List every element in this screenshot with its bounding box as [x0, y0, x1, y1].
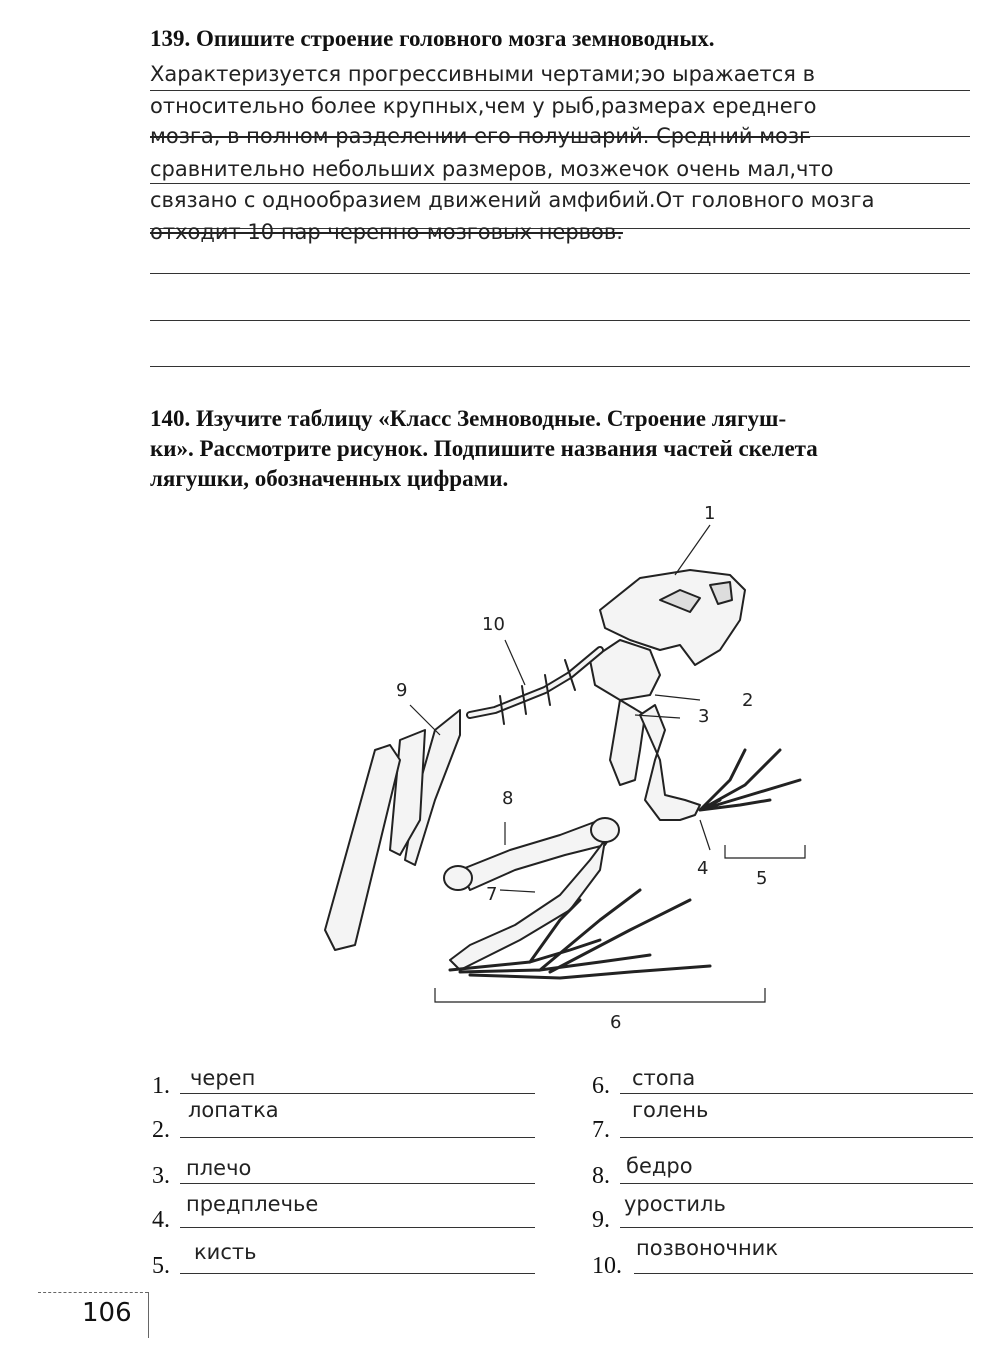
- ruled-line: [150, 273, 970, 274]
- answer-line: отходит 10 пар черепно-мозговых нервов.: [150, 220, 623, 244]
- answer-row: [592, 1192, 982, 1232]
- figure-label-8: 8: [502, 788, 514, 809]
- task-140-title-line: 140. Изучите таблицу «Класс Земноводные. Строение лягуш-: [150, 406, 787, 431]
- task-139-title: 139. Опишите строение головного мозга земноводных.: [150, 26, 715, 51]
- answer-number: 5.: [152, 1253, 170, 1279]
- answer-row: [152, 1148, 542, 1188]
- figure-label-9: 9: [396, 680, 408, 701]
- answer-line: Характеризуется прогрессивными чертами;эо ыражается в: [150, 62, 815, 86]
- page-number-divider: [148, 1292, 149, 1338]
- task-140-title-line: ки». Рассмотрите рисунок. Подпишите названия частей скелета: [150, 436, 818, 461]
- answer-row: [592, 1098, 982, 1143]
- answer-row: [152, 1238, 542, 1278]
- answer-number: 2.: [152, 1117, 170, 1143]
- answer-underline: [634, 1273, 973, 1274]
- answer-underline: [620, 1093, 973, 1094]
- answer-underline: [180, 1137, 535, 1138]
- answer-underline: [180, 1093, 535, 1094]
- answer-number: 7.: [592, 1117, 610, 1143]
- ruled-line: [150, 183, 970, 184]
- answer-underline: [620, 1227, 973, 1228]
- answer-text: бедро: [626, 1154, 693, 1178]
- answer-number: 8.: [592, 1163, 610, 1189]
- answer-text: плечо: [186, 1156, 252, 1180]
- answer-text: стопа: [632, 1066, 696, 1090]
- ruled-line: [150, 366, 970, 367]
- figure-label-2: 2: [742, 690, 754, 711]
- answer-line: относительно более крупных,чем у рыб,размерах ереднего: [150, 94, 817, 118]
- answer-text: предплечье: [186, 1192, 319, 1216]
- answer-underline: [180, 1183, 535, 1184]
- answer-text: лопатка: [188, 1098, 279, 1122]
- figure-label-7: 7: [486, 884, 498, 905]
- spine: [470, 650, 600, 715]
- figure-label-4: 4: [697, 858, 709, 879]
- answer-number: 9.: [592, 1207, 610, 1233]
- frog-skeleton-figure: [300, 500, 820, 1040]
- answer-number: 4.: [152, 1207, 170, 1233]
- femur-far: [325, 745, 400, 950]
- answer-row: [592, 1148, 982, 1188]
- figure-label-6: 6: [610, 1012, 622, 1033]
- humerus: [610, 700, 645, 785]
- answer-text: позвоночник: [636, 1236, 779, 1260]
- answer-number: 1.: [152, 1073, 170, 1099]
- answer-row: [592, 1058, 982, 1098]
- figure-label-1: 1: [704, 503, 716, 524]
- answer-underline: [620, 1183, 973, 1184]
- task-140-title-line: лягушки, обозначенных цифрами.: [150, 466, 509, 491]
- answer-underline: [180, 1227, 535, 1228]
- answer-number: 3.: [152, 1163, 170, 1189]
- answer-underline: [620, 1137, 973, 1138]
- answer-line: сравнительно небольших размеров, мозжечок очень мал,что: [150, 157, 834, 181]
- page-number-rule: [38, 1292, 148, 1294]
- answer-text: уростиль: [624, 1192, 726, 1216]
- ruled-line: [150, 90, 970, 91]
- answer-row: [152, 1098, 542, 1143]
- answer-text: голень: [632, 1098, 709, 1122]
- answer-row: [152, 1058, 542, 1098]
- answer-text: череп: [190, 1066, 256, 1090]
- ruled-line: [150, 320, 970, 321]
- figure-label-5: 5: [756, 868, 768, 889]
- answer-number: 10.: [592, 1253, 622, 1279]
- answer-number: 6.: [592, 1073, 610, 1099]
- answer-row: [592, 1238, 982, 1278]
- answer-line: мозга, в полном разделении его полушарий. Средний мозг: [150, 124, 811, 148]
- answer-text: кисть: [194, 1240, 257, 1264]
- hand: [700, 750, 800, 810]
- answer-underline: [180, 1273, 535, 1274]
- answer-row: [152, 1192, 542, 1232]
- figure-label-3: 3: [698, 706, 710, 727]
- answer-line: связано с однообразием движений амфибий.От головного мозга: [150, 188, 875, 212]
- figure-label-10: 10: [482, 614, 505, 635]
- page-number: 106: [82, 1298, 132, 1328]
